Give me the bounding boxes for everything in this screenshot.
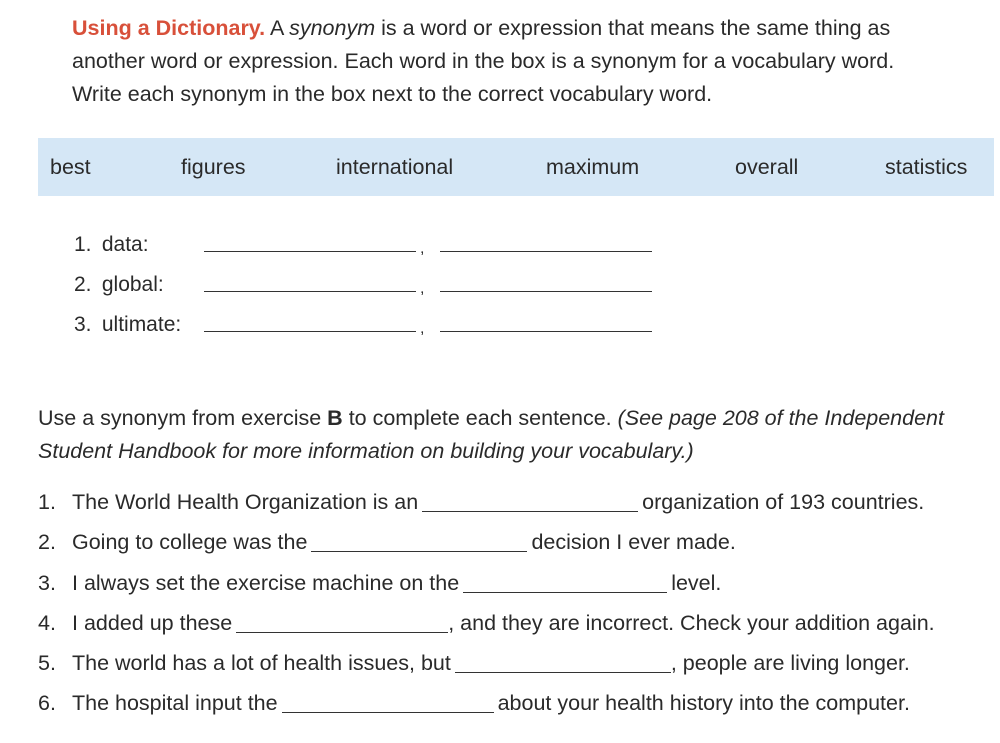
- word-box-word: international: [336, 155, 454, 179]
- sentence-item: [38, 486, 978, 526]
- word-box-word: figures: [181, 155, 246, 179]
- sentence-blank[interactable]: [463, 591, 667, 593]
- word-box: [38, 138, 994, 196]
- sentence-before: Going to college was the: [72, 530, 308, 555]
- intro-paragraph: [72, 12, 972, 111]
- answer-blank[interactable]: [440, 250, 652, 252]
- word-box-word: maximum: [546, 155, 640, 179]
- answer-blank[interactable]: [204, 250, 416, 252]
- sentence-blank[interactable]: [236, 631, 448, 633]
- sentence-number: 3.: [38, 570, 56, 595]
- sentence-item: [38, 647, 978, 687]
- answer-blank[interactable]: [440, 330, 652, 332]
- section-heading: Using a Dictionary.: [72, 16, 266, 40]
- vocab-item-word: ultimate:: [101, 313, 182, 336]
- sentence-after: about your health history into the computer.: [497, 691, 910, 716]
- sentence-number: 4.: [38, 610, 56, 635]
- exercise-letter: B: [327, 406, 343, 430]
- sentence-number: 6.: [38, 691, 56, 716]
- intro-text-3: Write each synonym in the box next to the correct vocabulary word.: [72, 82, 713, 106]
- sentence-blank[interactable]: [311, 550, 527, 552]
- answer-blank[interactable]: [440, 290, 652, 292]
- blank-separator: ,: [420, 320, 425, 337]
- vocab-item-list: [74, 230, 694, 350]
- vocab-item: [74, 310, 694, 350]
- sentence-list: [38, 486, 978, 728]
- vocab-item-number: 2.: [74, 273, 92, 296]
- sentence-after: level.: [671, 570, 722, 595]
- blank-separator: ,: [420, 280, 425, 297]
- sentence-item: [38, 526, 978, 566]
- sentence-before: The World Health Organization is an: [72, 490, 419, 514]
- vocab-item-word: data:: [101, 233, 149, 256]
- instructions-paragraph: [38, 402, 988, 468]
- word-box-word: statistics: [885, 155, 968, 179]
- sentence-after: , people are living longer.: [670, 651, 910, 676]
- instructions-note-1: (See page 208 of the Independent: [617, 406, 944, 430]
- sentence-before: The hospital input the: [72, 691, 278, 716]
- sentence-item: [38, 567, 978, 607]
- sentence-before: I always set the exercise machine on the: [72, 570, 460, 595]
- intro-text-1: is a word or expression that means the same thing as: [381, 16, 891, 40]
- sentence-after: , and they are incorrect. Check your addition again.: [448, 610, 935, 635]
- intro-term: synonym: [289, 16, 376, 40]
- sentence-after: decision I ever made.: [531, 530, 736, 555]
- instructions-post: to complete each sentence.: [348, 406, 612, 430]
- sentence-number: 2.: [38, 530, 56, 555]
- blank-separator: ,: [420, 240, 425, 257]
- sentence-before: I added up these: [72, 610, 233, 635]
- vocab-item: [74, 270, 694, 310]
- vocab-item-number: 3.: [74, 313, 92, 336]
- sentence-number: 5.: [38, 651, 56, 676]
- instructions-pre: Use a synonym from exercise: [38, 406, 322, 430]
- vocab-item-number: 1.: [74, 233, 92, 256]
- sentence-number: 1.: [38, 490, 56, 514]
- instructions-note-2: Student Handbook for more information on building your vocabulary.): [38, 439, 694, 463]
- sentence-blank[interactable]: [282, 711, 494, 713]
- intro-text-2: another word or expression. Each word in the box is a synonym for a vocabulary word.: [72, 49, 895, 73]
- vocab-item: [74, 230, 694, 270]
- sentence-before: The world has a lot of health issues, but: [72, 651, 451, 676]
- sentence-after: organization of 193 countries.: [642, 490, 925, 514]
- answer-blank[interactable]: [204, 290, 416, 292]
- sentence-blank[interactable]: [455, 671, 671, 673]
- answer-blank[interactable]: [204, 330, 416, 332]
- word-box-word: best: [50, 155, 91, 179]
- intro-pre: A: [269, 16, 284, 40]
- sentence-blank[interactable]: [422, 510, 638, 512]
- vocab-item-word: global:: [101, 273, 164, 296]
- sentence-item: [38, 607, 978, 647]
- sentence-item: [38, 687, 978, 727]
- word-box-word: overall: [735, 155, 799, 179]
